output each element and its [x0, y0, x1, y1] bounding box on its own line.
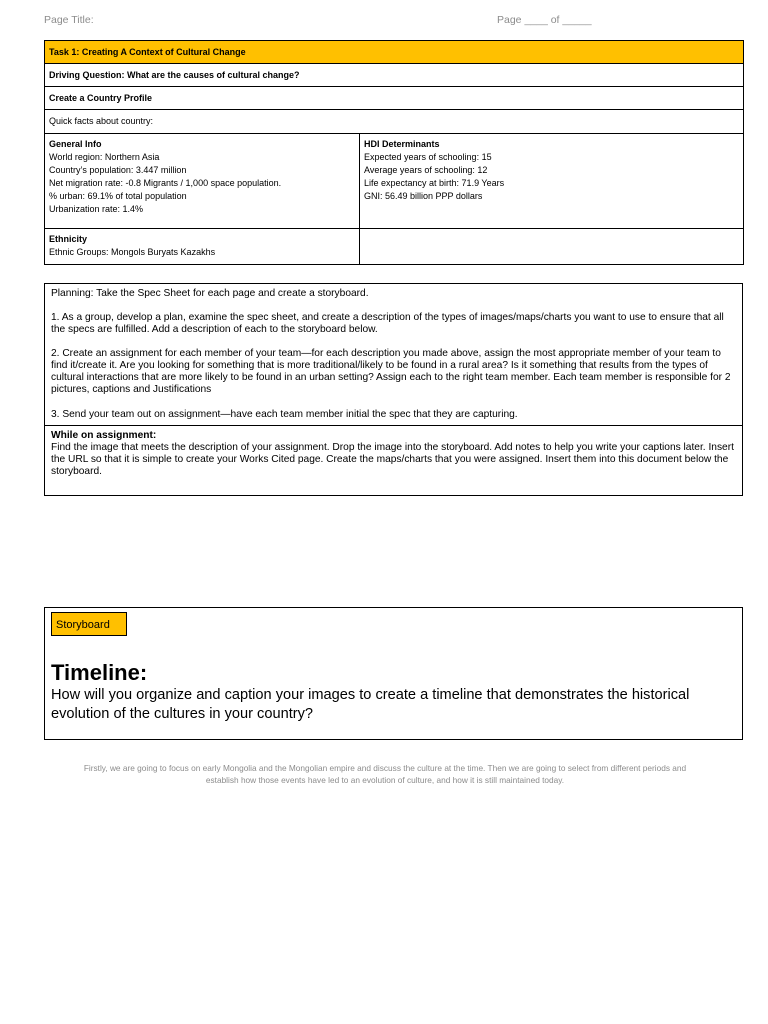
page-counter: Page ____ of _____ — [497, 14, 592, 26]
general-info-heading: General Info — [49, 139, 102, 149]
driving-question: Driving Question: What are the causes of cultural change? — [45, 64, 744, 87]
page-title-label: Page Title: — [44, 14, 94, 26]
planning-divider — [45, 425, 742, 426]
timeline-heading: Timeline: — [51, 660, 148, 685]
general-info-line: Net migration rate: -0.8 Migrants / 1,000 space population. — [49, 178, 282, 188]
storyboard-tag: Storyboard — [51, 612, 127, 636]
general-info-line: Country’s population: 3.447 million — [49, 165, 187, 175]
general-info-line: % urban: 69.1% of total population — [49, 191, 187, 201]
planning-intro: Planning: Take the Spec Sheet for each page and create a storyboard. — [51, 288, 369, 299]
empty-cell — [360, 229, 744, 265]
while-on-assignment-heading: While on assignment: — [51, 430, 157, 441]
hdi-line: Expected years of schooling: 15 — [364, 152, 492, 162]
planning-step-1: 1. As a group, develop a plan, examine the spec sheet, and create a description of the types of images/maps/charts you want to use to ensure that all the specs are fulfilled. Add a description of each to the storyboard below. — [51, 312, 724, 335]
hdi-line: GNI: 56.49 billion PPP dollars — [364, 191, 483, 201]
timeline-question: How will you organize and caption your images to create a timeline that demonstrates the historical evolution of the cultures in your country? — [51, 687, 690, 722]
footer-note — [40, 762, 730, 786]
quick-facts-label: Quick facts about country: — [45, 110, 744, 134]
storyboard-box — [44, 607, 743, 740]
general-info-cell — [45, 134, 360, 229]
planning-step-2: 2. Create an assignment for each member of your team—for each description you made above, assign the most appropriate member of your team to find it/create it. Are you looking for something that is more traditional/likely to be found in a rural area? Is it something that results from the types of cultural interactions that are more likely to be found in an urban setting? Assign each to the right team member. Each team member is responsible for 2 pictures, captions and Justifications — [51, 348, 731, 395]
hdi-cell — [360, 134, 744, 229]
footer-note-line-2: establish how those events have led to an evolution of culture, and how it is still maintained today. — [205, 775, 565, 785]
ethnicity-heading: Ethnicity — [49, 234, 88, 244]
hdi-heading: HDI Determinants — [364, 139, 440, 149]
ethnicity-cell — [45, 229, 360, 265]
section-title: Create a Country Profile — [45, 87, 744, 110]
hdi-line: Average years of schooling: 12 — [364, 165, 488, 175]
general-info-line: World region: Northern Asia — [49, 152, 160, 162]
planning-box — [44, 283, 743, 496]
planning-step-3: 3. Send your team out on assignment—have each team member initial the spec that they are capturing. — [51, 409, 518, 420]
task-title: Task 1: Creating A Context of Cultural Change — [45, 41, 744, 64]
footer-note-line-1: Firstly, we are going to focus on early Mongolia and the Mongolian empire and discuss the culture at the time. Then we are going to select from different periods and — [83, 763, 687, 773]
hdi-line: Life expectancy at birth: 71.9 Years — [364, 178, 505, 188]
ethnicity-text: Ethnic Groups: Mongols Buryats Kazakhs — [49, 247, 216, 257]
general-info-line: Urbanization rate: 1.4% — [49, 204, 144, 214]
while-on-assignment-text: Find the image that meets the description of your assignment. Drop the image into the storyboard. Add notes to help you write your captions later. Insert the URL so that it is simple to create your Works Cited page. Create the maps/charts that you were assigned. Insert them into this document below the storyboard. — [51, 442, 734, 477]
task-table — [44, 40, 744, 265]
